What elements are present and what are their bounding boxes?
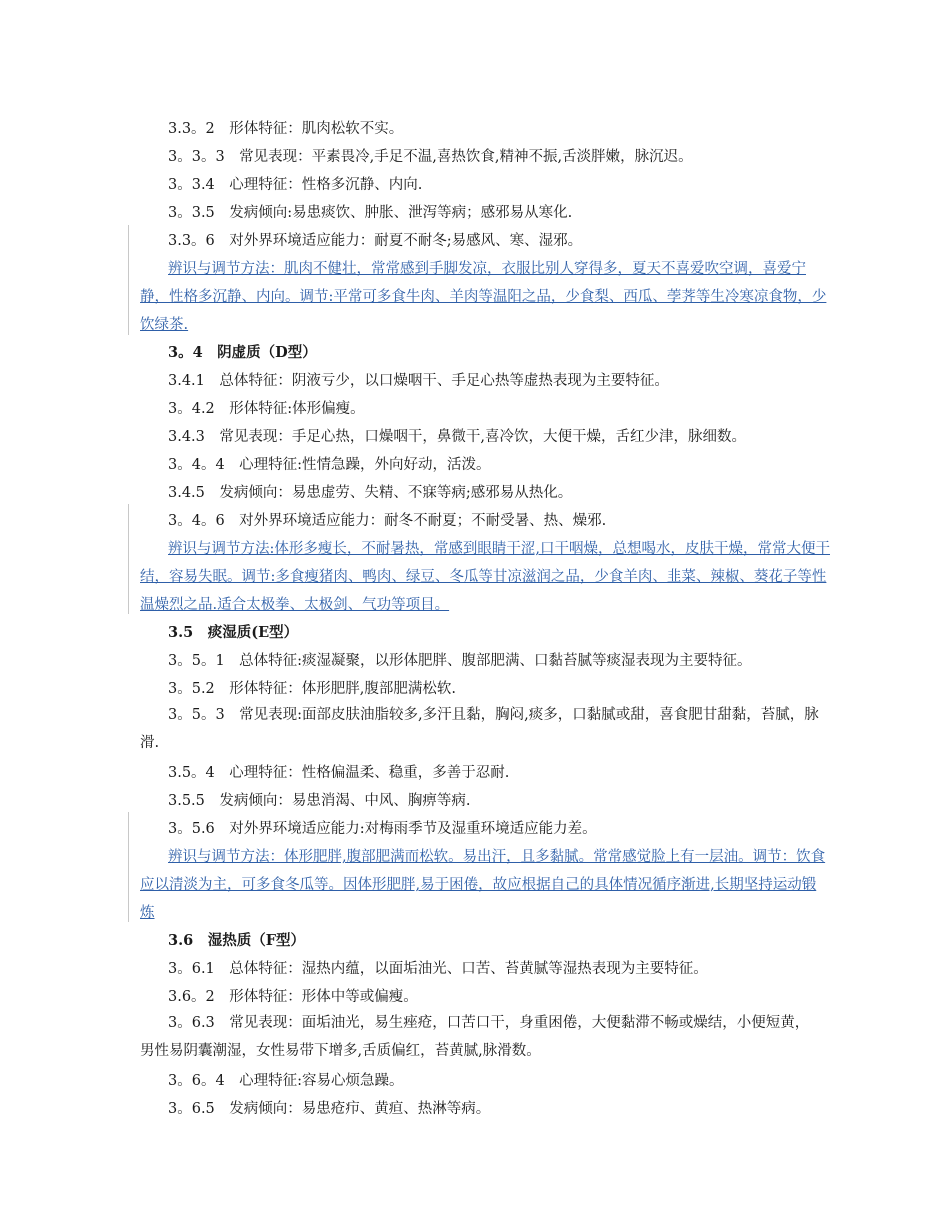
paragraph: 3。5。1 总体特征:痰湿凝聚，以形体肥胖、腹部肥满、口黏苔腻等痰湿表现为主要特征。 [168, 653, 752, 669]
section-heading: 3.5 痰湿质(E型） [168, 624, 299, 641]
annotation-note[interactable]: 辨识与调节方法:体形多瘦长，不耐暑热，常感到眼睛干涩,口干咽燥，总想喝水，皮肤干燥，常常大便干结，容易失眠。调节:多食瘦猪肉、鸭肉、绿豆、冬瓜等甘凉滋润之品，少食羊肉、韭菜、辣椒、葵花子等性温燥烈之品.适合太极拳、太极剑、气功等项目。 [140, 541, 830, 613]
paragraph: 3.4.5 发病倾向：易患虚劳、失精、不寐等病;感邪易从热化。 [168, 485, 573, 501]
revision-bar [128, 504, 129, 614]
section-heading: 3。4 阴虚质（D型） [168, 344, 317, 361]
paragraph: 3.5。4 心理特征：性格偏温柔、稳重，多善于忍耐. [168, 765, 510, 781]
paragraph: 3。4.2 形体特征:体形偏瘦。 [168, 401, 365, 417]
paragraph: 3。3.5 发病倾向:易患痰饮、肿胀、泄泻等病；感邪易从寒化. [168, 205, 573, 221]
paragraph: 3.4.3 常见表现：手足心热，口燥咽干，鼻微干,喜冷饮，大便干燥，舌红少津，脉细数。 [168, 429, 746, 445]
paragraph: 3.3。6 对外界环境适应能力：耐夏不耐冬;易感风、寒、湿邪。 [168, 233, 583, 249]
paragraph: 3。6.3 常见表现：面垢油光，易生痤疮，口苦口干，身重困倦，大便黏滞不畅或燥结，小便短黄，男性易阴囊潮湿，女性易带下增多,舌质偏红，苔黄腻,脉滑数。 [140, 1015, 810, 1059]
paragraph: 3。3.4 心理特征：性格多沉静、内向. [168, 177, 423, 193]
paragraph: 3.3。2 形体特征：肌肉松软不实。 [168, 121, 404, 137]
paragraph: 3。5。3 常见表现:面部皮肤油脂较多,多汗且黏，胸闷,痰多，口黏腻或甜，喜食肥甘甜黏，苔腻，脉滑. [140, 707, 819, 751]
annotation-note[interactable]: 辨识与调节方法：肌肉不健壮，常常感到手脚发凉，衣服比别人穿得多，夏天不喜爱吹空调，喜爱宁静，性格多沉静、内向。调节:平常可多食牛肉、羊肉等温阳之品，少食梨、西瓜、荸荠等生冷寒凉食物，少饮绿茶. [140, 261, 827, 333]
paragraph: 3。6.1 总体特征：湿热内蕴，以面垢油光、口苦、苔黄腻等湿热表现为主要特征。 [168, 961, 708, 977]
section-heading: 3.6 湿热质（F型） [168, 932, 306, 949]
paragraph: 3.4.1 总体特征：阴液亏少，以口燥咽干、手足心热等虚热表现为主要特征。 [168, 373, 669, 389]
paragraph: 3。5.6 对外界环境适应能力:对梅雨季节及湿重环境适应能力差。 [168, 821, 597, 837]
paragraph: 3。3。3 常见表现：平素畏冷,手足不温,喜热饮食,精神不振,舌淡胖嫩，脉沉迟。 [168, 149, 693, 165]
annotation-note[interactable]: 辨识与调节方法：体形肥胖,腹部肥满而松软。易出汗，且多黏腻。常常感觉脸上有一层油。调节：饮食应以清淡为主，可多食冬瓜等。因体形肥胖,易于困倦，故应根据自己的具体情况循序渐进,长期坚持运动锻炼 [140, 849, 826, 921]
paragraph: 3。5.2 形体特征：体形肥胖,腹部肥满松软. [168, 681, 457, 697]
paragraph: 3.6。2 形体特征：形体中等或偏瘦。 [168, 989, 418, 1005]
revision-bar [128, 225, 129, 335]
paragraph: 3。4。4 心理特征:性情急躁，外向好动，活泼。 [168, 457, 491, 473]
paragraph: 3。6。4 心理特征:容易心烦急躁。 [168, 1073, 404, 1089]
paragraph: 3。4。6 对外界环境适应能力：耐冬不耐夏；不耐受暑、热、燥邪. [168, 513, 607, 529]
paragraph: 3.5.5 发病倾向：易患消渴、中风、胸痹等病. [168, 793, 471, 809]
paragraph: 3。6.5 发病倾向：易患疮疖、黄疸、热淋等病。 [168, 1101, 491, 1117]
revision-bar [128, 812, 129, 922]
